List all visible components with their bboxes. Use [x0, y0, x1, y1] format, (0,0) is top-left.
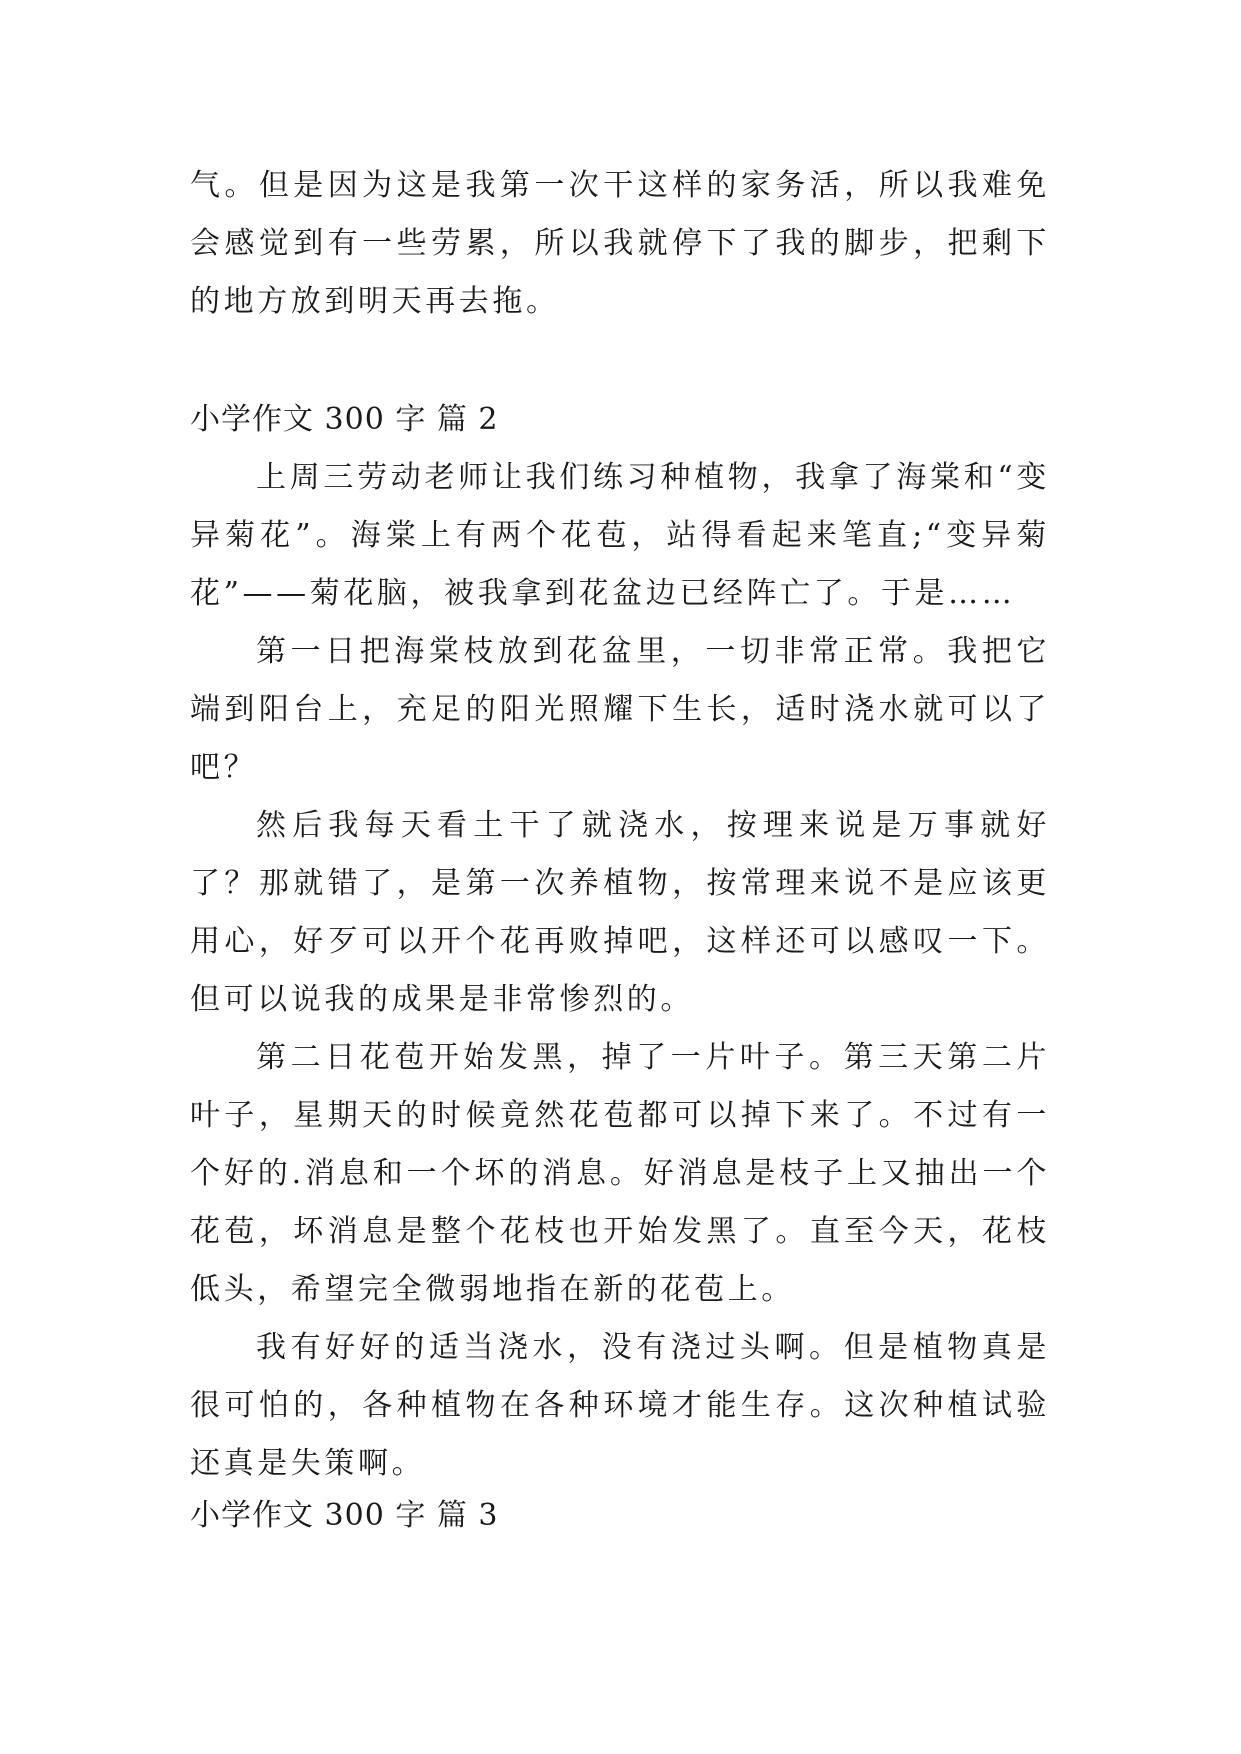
continuation-paragraph: 气。但是因为这是我第一次干这样的家务活，所以我难免会感觉到有一些劳累，所以我就停下了我的脚步，把剩下的地方放到明天再去拖。	[190, 168, 1050, 319]
section-2-heading: 小学作文 300 字 篇 2	[190, 402, 499, 437]
section-2-paragraph-4: 第二日花苞开始发黑，掉了一片叶子。第三天第二片叶子，星期天的时候竟然花苞都可以掉下来了。不过有一个好的.消息和一个坏的消息。好消息是枝子上又抽出一个花苞，坏消息是整个花枝也开始发黑了。直至今天，花枝低头，希望完全微弱地指在新的花苞上。	[190, 1040, 1050, 1307]
section-2-heading-block	[190, 391, 1050, 449]
continuation-block	[190, 157, 1050, 331]
section-3-heading-block	[190, 1487, 1050, 1545]
section-3-heading: 小学作文 300 字 篇 3	[190, 1498, 499, 1533]
section-2-paragraph-2: 第一日把海棠枝放到花盆里，一切非常正常。我把它端到阳台上，充足的阳光照耀下生长，适时浇水就可以了吧？	[190, 634, 1050, 785]
section-2-paragraph-3: 然后我每天看土干了就浇水，按理来说是万事就好了？那就错了，是第一次养植物，按常理来说不是应该更用心，好歹可以开个花再败掉吧，这样还可以感叹一下。但可以说我的成果是非常惨烈的。	[190, 808, 1050, 1017]
section-2-body	[190, 449, 1050, 1493]
section-2-paragraph-1: 上周三劳动老师让我们练习种植物，我拿了海棠和“变异菊花”。海棠上有两个花苞，站得看起来笔直;“变异菊花”——菊花脑，被我拿到花盆边已经阵亡了。于是……	[190, 460, 1050, 611]
section-2-paragraph-5: 我有好好的适当浇水，没有浇过头啊。但是植物真是很可怕的，各种植物在各种环境才能生存。这次种植试验还真是失策啊。	[190, 1330, 1050, 1481]
